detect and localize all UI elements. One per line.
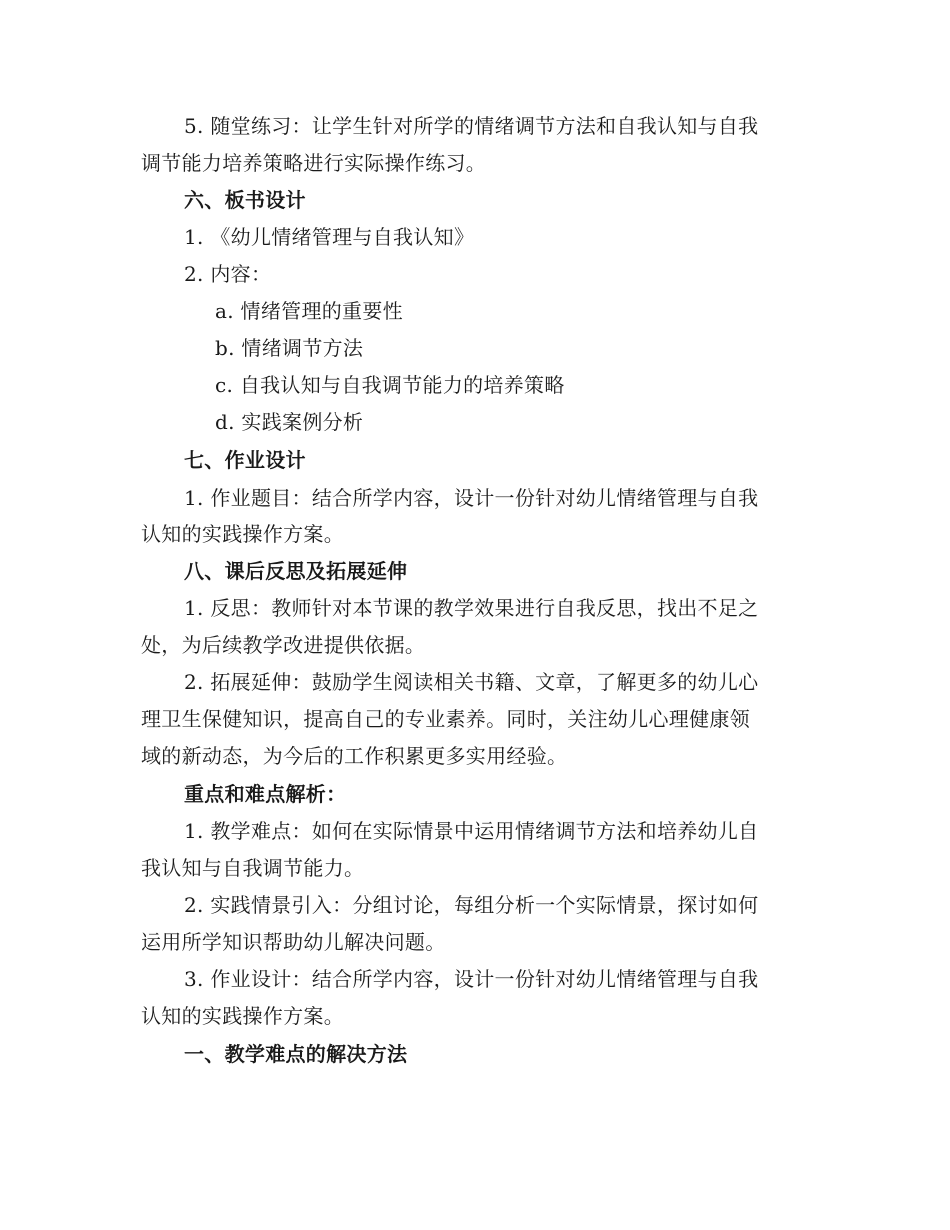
- paragraph-continuation: 认知的实践操作方案。: [141, 1004, 344, 1028]
- sub-list-item-d: d. 实践案例分析: [215, 410, 364, 434]
- section-heading-key-points: 重点和难点解析：: [184, 782, 347, 806]
- list-item-board-content: 2. 内容：: [184, 262, 272, 286]
- paragraph-continuation: 域的新动态，为今后的工作积累更多实用经验。: [141, 744, 568, 768]
- sub-list-item-b: b. 情绪调节方法: [215, 336, 364, 360]
- section-heading-homework: 七、作业设计: [184, 448, 306, 472]
- list-item-reflection: 1. 反思：教师针对本节课的教学效果进行自我反思，找出不足之: [184, 596, 759, 620]
- paragraph-continuation: 认知的实践操作方案。: [141, 522, 344, 546]
- list-item-homework-design: 3. 作业设计：结合所学内容，设计一份针对幼儿情绪管理与自我: [184, 967, 759, 991]
- paragraph-continuation: 我认知与自我调节能力。: [141, 856, 365, 880]
- sub-list-item-a: a. 情绪管理的重要性: [215, 299, 403, 323]
- list-item-practice: 5. 随堂练习：让学生针对所学的情绪调节方法和自我认知与自我: [184, 114, 759, 138]
- list-item-scenario: 2. 实践情景引入：分组讨论，每组分析一个实际情景，探讨如何: [184, 893, 759, 917]
- sub-list-item-c: c. 自我认知与自我调节能力的培养策略: [215, 373, 565, 397]
- paragraph-continuation: 调节能力培养策略进行实际操作练习。: [141, 151, 487, 175]
- paragraph-continuation: 处，为后续教学改进提供依据。: [141, 633, 426, 657]
- paragraph-continuation: 理卫生保健知识，提高自己的专业素养。同时，关注幼儿心理健康领: [141, 707, 750, 731]
- list-item-extension: 2. 拓展延伸：鼓励学生阅读相关书籍、文章，了解更多的幼儿心: [184, 670, 759, 694]
- list-item-board-title: 1. 《幼儿情绪管理与自我认知》: [184, 225, 475, 249]
- section-heading-board-design: 六、板书设计: [184, 188, 306, 212]
- paragraph-continuation: 运用所学知识帮助幼儿解决问题。: [141, 930, 446, 954]
- section-heading-reflection: 八、课后反思及拓展延伸: [184, 559, 408, 583]
- section-heading-solutions: 一、教学难点的解决方法: [184, 1042, 408, 1066]
- list-item-homework-topic: 1. 作业题目：结合所学内容，设计一份针对幼儿情绪管理与自我: [184, 486, 759, 510]
- list-item-difficulty: 1. 教学难点：如何在实际情景中运用情绪调节方法和培养幼儿自: [184, 819, 759, 843]
